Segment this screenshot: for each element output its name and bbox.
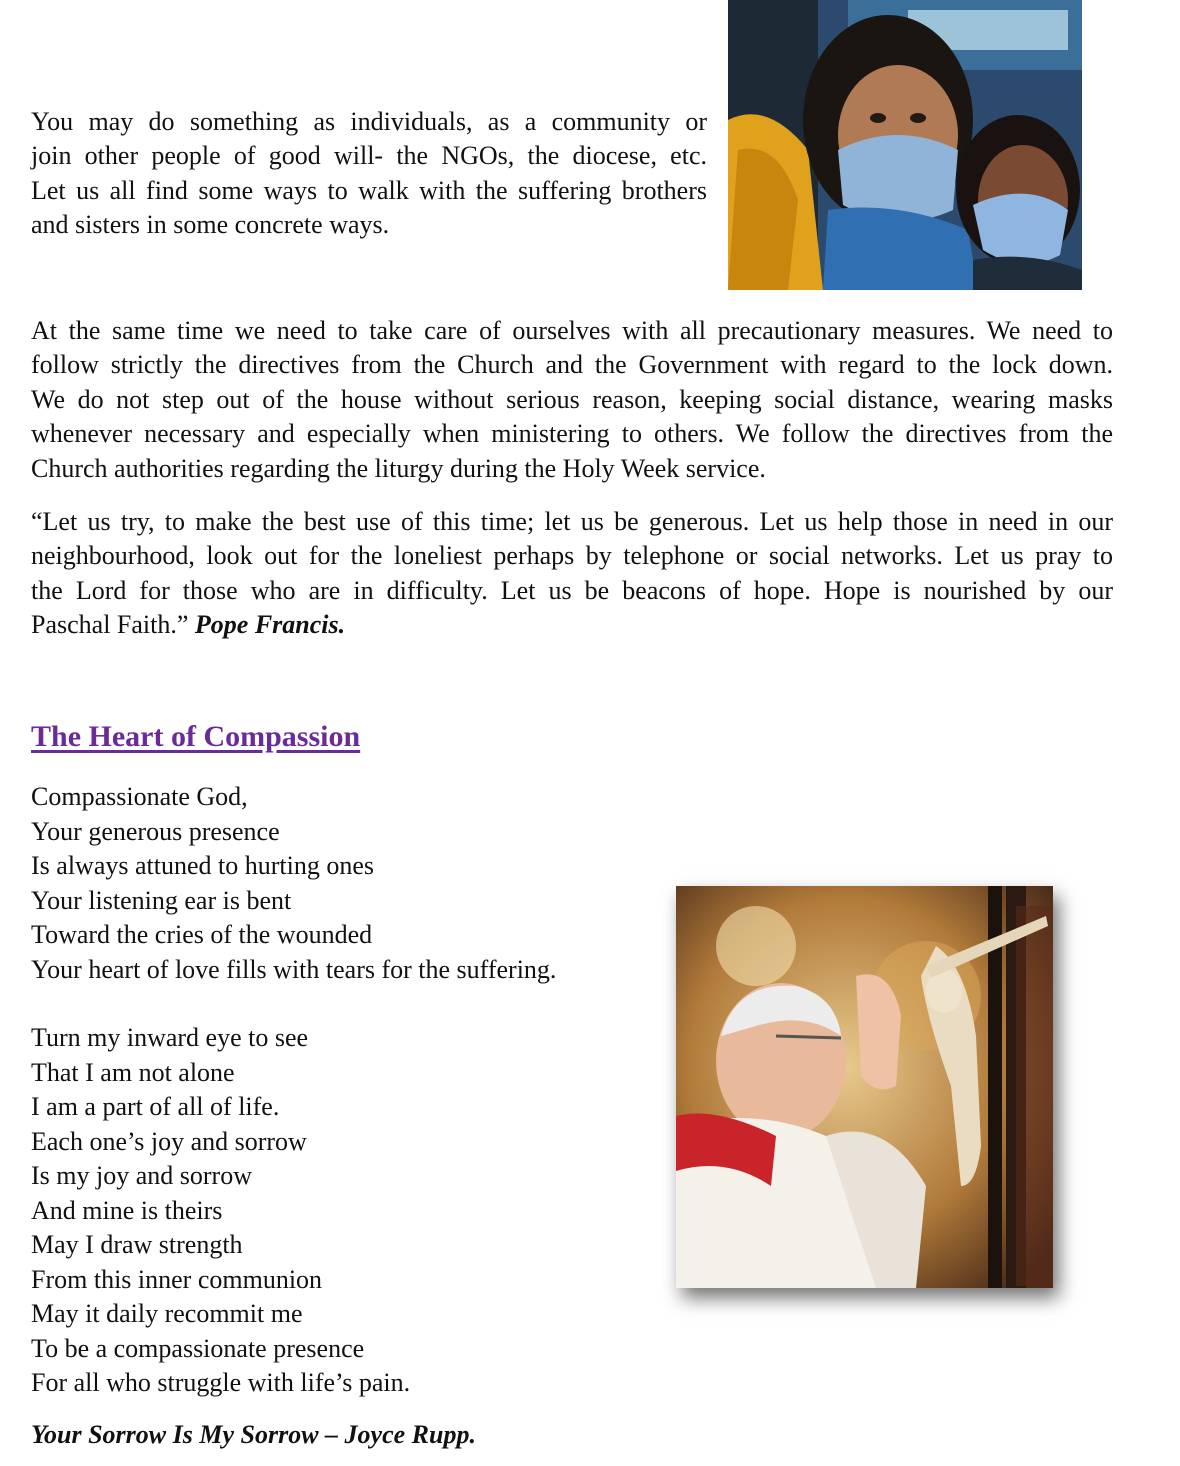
quote-line: “Let us try, to make the best use of this time; let us be generous. Let us help those in need in our: [31, 507, 1113, 536]
precautions-line: We do not step out of the house without serious reason, keeping social distance, wearing masks: [31, 384, 1113, 414]
intro-line: and sisters in some concrete ways.: [31, 210, 390, 240]
poem-line: To be a compassionate presence: [31, 1333, 365, 1363]
quote-attribution: Pope Francis.: [194, 610, 346, 640]
poem-line: Turn my inward eye to see: [31, 1023, 309, 1052]
poem-line: That I am not alone: [31, 1057, 235, 1087]
quote-line: the Lord for those who are in difficulty. Let us be beacons of hope. Hope is nourished by our: [31, 575, 1113, 605]
section-heading: The Heart of Compassion: [31, 720, 361, 753]
pope-quote-paragraph: [31, 505, 1113, 643]
poem-line: May I draw strength: [31, 1230, 243, 1259]
masked-child-photo: [728, 0, 1082, 290]
intro-paragraph: [31, 105, 707, 243]
poem-line: Each one’s joy and sorrow: [31, 1126, 307, 1156]
poem-line: Toward the cries of the wounded: [31, 920, 373, 949]
precautions-line: whenever necessary and especially when ministering to others. We follow the directives from the: [31, 419, 1113, 449]
intro-line: Let us all find some ways to walk with the suffering brothers: [31, 175, 707, 205]
poem-line: I am a part of all of life.: [31, 1092, 280, 1121]
intro-line: You may do something as individuals, as a community or: [31, 107, 707, 136]
poem-line: Is my joy and sorrow: [31, 1161, 252, 1190]
poem-line: Your heart of love fills with tears for the suffering.: [31, 954, 557, 984]
poem-line: Your listening ear is bent: [31, 885, 292, 915]
poem-line: And mine is theirs: [31, 1195, 223, 1225]
quote-line: neighbourhood, look out for the loneliest perhaps by telephone or social networks. Let us pray to: [31, 541, 1113, 571]
quote-line: Paschal Faith.”: [31, 610, 189, 640]
poem-line: Your generous presence: [31, 816, 280, 846]
poem-line: For all who struggle with life’s pain.: [31, 1368, 411, 1397]
poem-line: Is always attuned to hurting ones: [31, 851, 374, 880]
intro-line: join other people of good will- the NGOs, the diocese, etc.: [31, 141, 707, 171]
precautions-paragraph: [31, 314, 1113, 486]
precautions-line: follow strictly the directives from the Church and the Government with regard to the lock down.: [31, 350, 1113, 380]
precautions-line: Church authorities regarding the liturgy during the Holy Week service.: [31, 453, 766, 483]
poem-line: From this inner communion: [31, 1264, 323, 1294]
poem-line: Compassionate God,: [31, 782, 248, 811]
poem-stanza-2: [31, 1021, 410, 1401]
pope-crucifix-photo: [676, 886, 1053, 1288]
precautions-line: At the same time we need to take care of ourselves with all precautionary measures. We need to: [31, 316, 1113, 345]
poem-source: Your Sorrow Is My Sorrow – Joyce Rupp.: [31, 1420, 476, 1449]
poem-stanza-1: [31, 780, 556, 987]
poem-line: May it daily recommit me: [31, 1299, 303, 1328]
quote-last-line: [31, 608, 1113, 642]
